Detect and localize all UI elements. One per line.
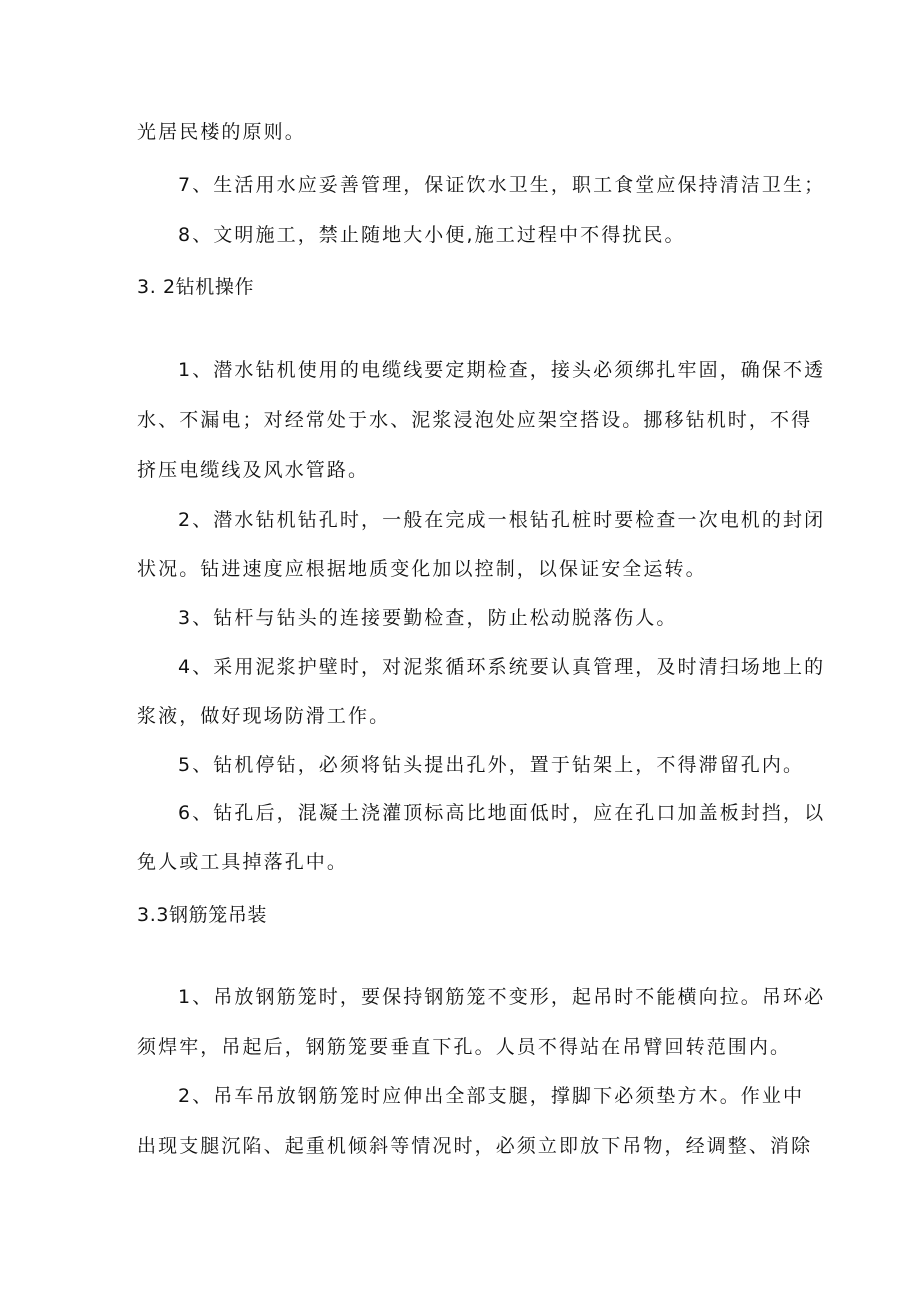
list-item-8: 8、文明施工，禁止随地大小便,施工过程中不得扰民。 xyxy=(178,224,686,246)
list-item-4-line-2: 浆液，做好现场防滑工作。 xyxy=(137,705,391,727)
list-item-1-line-1: 1、潜水钻机使用的电缆线要定期检查，接头必须绑扎牢固，确保不透 xyxy=(178,359,826,381)
list-item-6-line-1: 6、钻孔后，混凝土浇灌顶标高比地面低时，应在孔口加盖板封挡，以 xyxy=(178,802,826,824)
list-item-2-line-1: 2、吊车吊放钢筋笼时应伸出全部支腿，撑脚下必须垫方木。作业中 xyxy=(178,1085,805,1107)
list-item-2-line-1: 2、潜水钻机钻孔时，一般在完成一根钻孔桩时要检查一次电机的封闭 xyxy=(178,509,826,531)
list-item-5: 5、钻机停钻，必须将钻头提出孔外，置于钻架上，不得滞留孔内。 xyxy=(178,754,805,776)
list-item-7: 7、生活用水应妥善管理，保证饮水卫生，职工食堂应保持清洁卫生； xyxy=(178,174,826,196)
list-item-1-line-2: 水、不漏电；对经常处于水、泥浆浸泡处应架空搭设。挪移钻机时，不得 xyxy=(137,409,813,431)
section-heading-3-3: 3.3钢筋笼吊装 xyxy=(137,904,268,926)
list-item-1-line-2: 须焊牢，吊起后，钢筋笼要垂直下孔。人员不得站在吊臂回转范围内。 xyxy=(137,1036,792,1058)
section-heading-3-2: 3. 2钻机操作 xyxy=(137,276,255,298)
list-item-1-line-3: 挤压电缆线及风水管路。 xyxy=(137,459,370,481)
list-item-3: 3、钻杆与钻头的连接要勤检查，防止松动脱落伤人。 xyxy=(178,607,678,629)
list-item-2-line-2: 出现支腿沉陷、起重机倾斜等情况时，必须立即放下吊物，经调整、消除 xyxy=(137,1135,813,1157)
paragraph-continuation-line: 光居民楼的原则。 xyxy=(137,121,306,143)
list-item-2-line-2: 状况。钻进速度应根据地质变化加以控制，以保证安全运转。 xyxy=(137,558,707,580)
list-item-4-line-1: 4、采用泥浆护壁时，对泥浆循环系统要认真管理，及时清扫场地上的 xyxy=(178,656,826,678)
list-item-6-line-2: 免人或工具掉落孔中。 xyxy=(137,851,349,873)
list-item-1-line-1: 1、吊放钢筋笼时，要保持钢筋笼不变形，起吊时不能横向拉。吊环必 xyxy=(178,986,826,1008)
